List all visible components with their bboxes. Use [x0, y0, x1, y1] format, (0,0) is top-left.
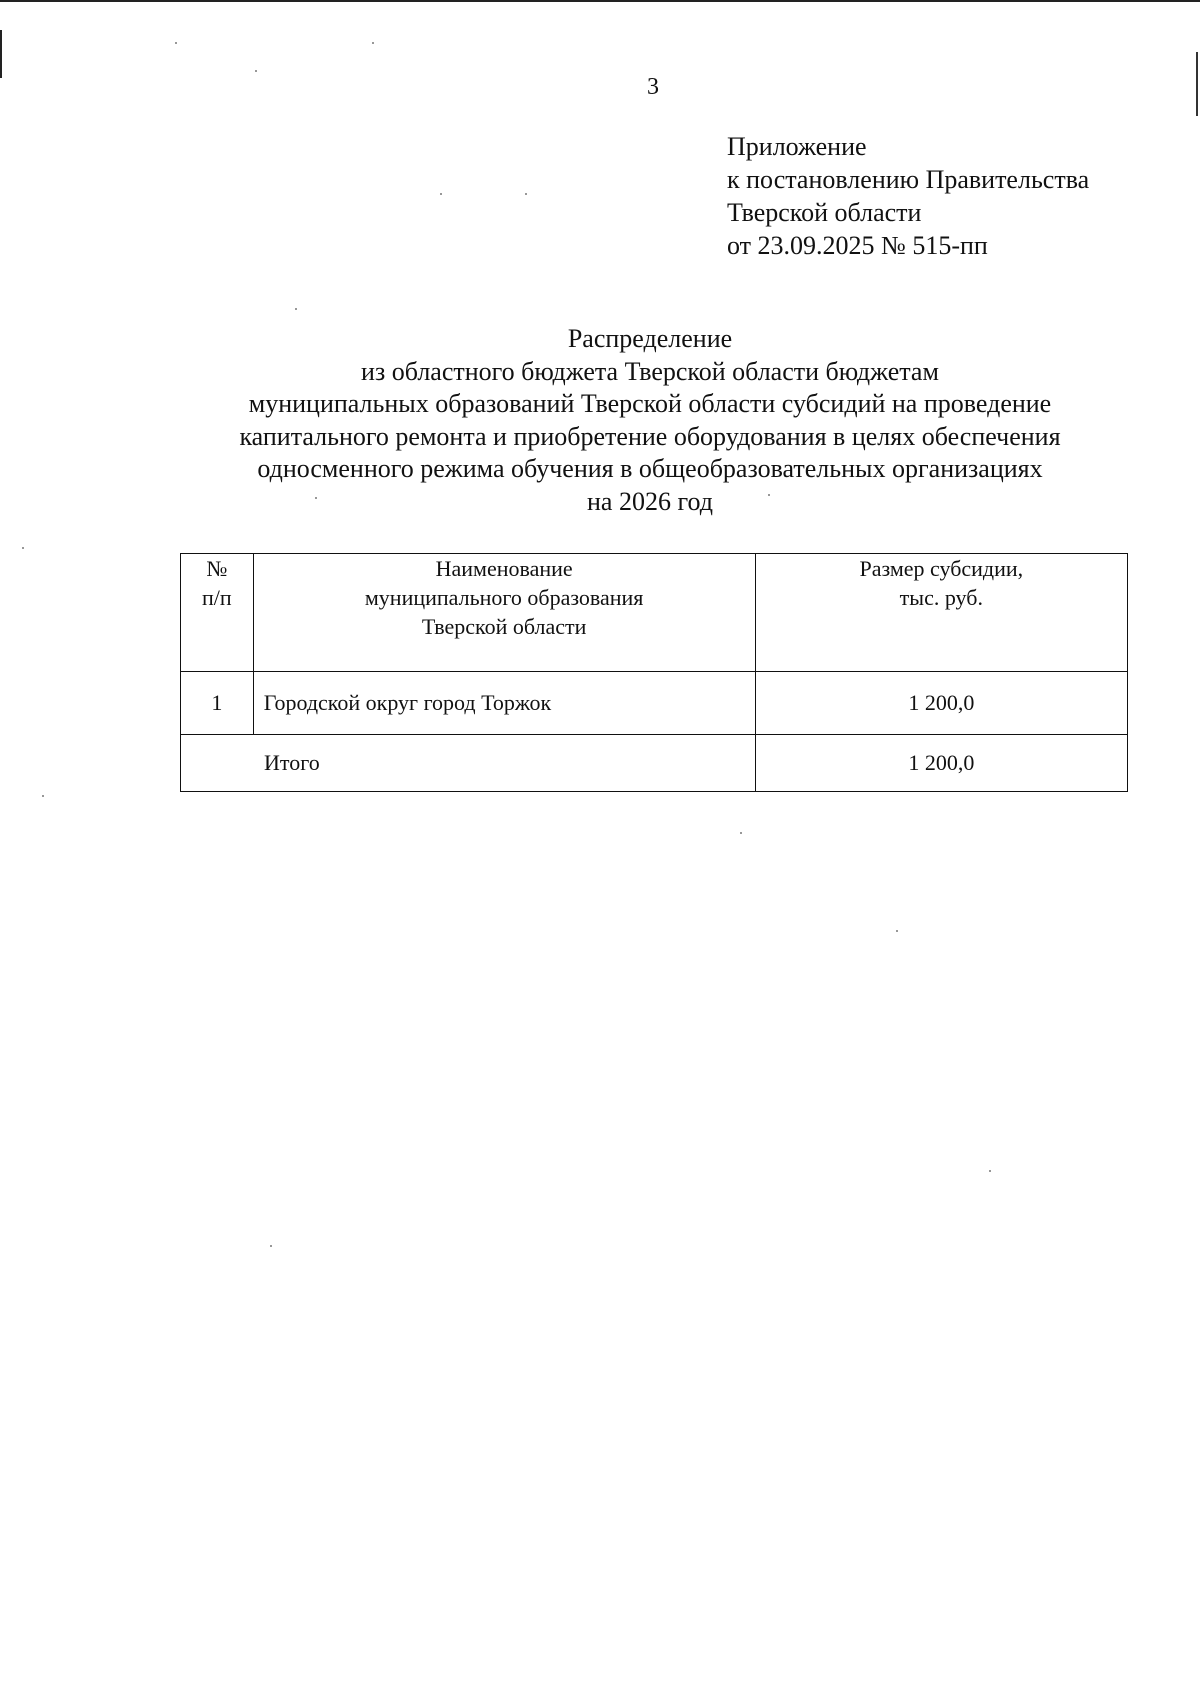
- scan-speck: [175, 42, 177, 44]
- header-name: [253, 554, 755, 672]
- scan-edge-mark-left: [0, 30, 2, 78]
- table-row: [181, 672, 1128, 735]
- scan-speck: [989, 1170, 991, 1172]
- appendix-line: Тверской области: [727, 198, 922, 227]
- table-total-row: [181, 735, 1128, 792]
- scan-speck: [295, 308, 297, 310]
- header-num-line: п/п: [202, 585, 232, 610]
- cell-num: 1: [181, 672, 254, 735]
- scan-speck: [896, 930, 898, 932]
- table-header-row: [181, 554, 1128, 672]
- title-line: односменного режима обучения в общеобразовательных организациях: [257, 454, 1043, 483]
- header-amount-line: тыс. руб.: [899, 585, 983, 610]
- appendix-line: от 23.09.2025 № 515-пп: [727, 231, 988, 260]
- scan-speck: [372, 42, 374, 44]
- title-line: Распределение: [567, 324, 733, 353]
- page-top-edge: [0, 0, 1200, 2]
- header-num-line: №: [206, 556, 228, 581]
- header-amount: [755, 554, 1127, 672]
- header-name-line: Наименование: [435, 556, 573, 581]
- appendix-line: к постановлению Правительства: [727, 165, 1090, 194]
- header-name-line: Тверской области: [421, 614, 587, 639]
- total-amount: 1 200,0: [755, 735, 1127, 792]
- title-line: на 2026 год: [587, 486, 713, 516]
- scan-speck: [22, 547, 24, 549]
- scan-speck: [42, 795, 44, 797]
- header-amount-line: Размер субсидии,: [859, 556, 1024, 581]
- page-number: 3: [647, 74, 659, 100]
- subsidy-table: [180, 553, 1128, 792]
- header-num: [181, 554, 254, 672]
- scan-speck: [255, 70, 257, 72]
- header-name-line: муниципального образования: [364, 585, 644, 610]
- title-line: из областного бюджета Тверской области бюджетам: [361, 356, 939, 386]
- appendix-block: [727, 130, 1089, 262]
- scan-speck: [740, 832, 742, 834]
- scan-speck: [440, 193, 442, 195]
- appendix-line: Приложение: [727, 132, 867, 161]
- title-line: муниципальных образований Тверской области субсидий на проведение: [248, 389, 1052, 418]
- cell-amount: 1 200,0: [755, 672, 1127, 735]
- title-line: капитального ремонта и приобретение оборудования в целях обеспечения: [239, 421, 1061, 451]
- total-label: Итого: [181, 735, 756, 792]
- cell-name: Городской округ город Торжок: [253, 672, 755, 735]
- document-title: [150, 323, 1150, 518]
- scan-speck: [525, 193, 527, 195]
- scan-speck: [270, 1245, 272, 1247]
